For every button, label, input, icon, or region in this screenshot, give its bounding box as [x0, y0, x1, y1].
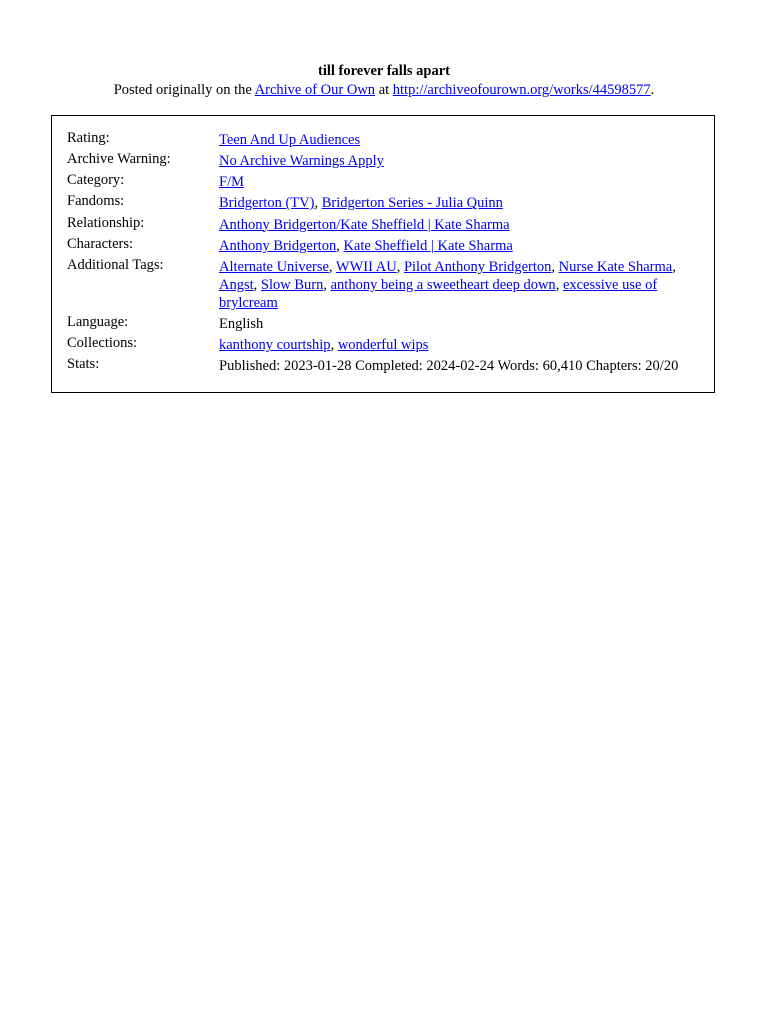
tag-link[interactable]: anthony being a sweetheart deep down: [330, 276, 556, 293]
tag-link[interactable]: Pilot Anthony Bridgerton: [403, 258, 552, 275]
meta-label-category: Category:: [67, 172, 125, 189]
meta-row-warning: [67, 152, 699, 170]
tag-link[interactable]: Alternate Universe: [219, 258, 329, 275]
meta-row-characters: [67, 237, 699, 255]
meta-row-relationship: [67, 216, 699, 234]
meta-value-language: English: [219, 316, 264, 333]
archive-link[interactable]: Archive of Our Own: [254, 82, 376, 99]
tag-link[interactable]: Teen And Up Audiences: [219, 132, 361, 148]
meta-value-characters: Anthony Bridgerton, Kate Sheffield | Kate Sharma: [219, 237, 513, 254]
meta-label-relationship: Relationship:: [67, 214, 145, 231]
meta-label-language: Language:: [67, 314, 129, 331]
meta-label-rating: Rating:: [67, 130, 110, 146]
meta-row-language: [67, 315, 699, 333]
meta-row-tags: [67, 258, 699, 312]
posted-line: [0, 81, 768, 99]
meta-value-relationship: [219, 216, 699, 234]
tag-link[interactable]: Bridgerton Series - Julia Quinn: [321, 195, 503, 212]
tag-link[interactable]: kanthony courtship: [219, 337, 331, 354]
meta-row-fandoms: [67, 194, 699, 212]
tag-link[interactable]: Slow Burn: [260, 276, 324, 293]
meta-label-collections: Collections:: [67, 335, 138, 352]
meta-value-warning: [219, 152, 699, 170]
tag-link[interactable]: No Archive Warnings Apply: [219, 153, 384, 170]
tag-link[interactable]: wonderful wips: [337, 337, 429, 354]
tag-link[interactable]: Angst: [219, 276, 254, 293]
posted-end: .: [650, 82, 655, 99]
meta-value-fandoms: Bridgerton (TV), Bridgerton Series - Julia Quinn: [219, 195, 503, 212]
meta-row-collections: [67, 336, 699, 354]
meta-value-category: [219, 173, 699, 191]
meta-value-collections: kanthony courtship, wonderful wips: [219, 337, 429, 354]
tag-link[interactable]: Bridgerton (TV): [219, 195, 315, 212]
tag-link[interactable]: Anthony Bridgerton: [219, 237, 337, 254]
tag-link[interactable]: Anthony Bridgerton/Kate Sheffield | Kate Sharma: [219, 216, 510, 233]
meta-label-stats: Stats:: [67, 356, 100, 373]
meta-label-fandoms: Fandoms:: [67, 193, 125, 210]
posted-at: at: [378, 82, 390, 99]
meta-value-tags: Alternate Universe, WWII AU, Pilot Anthony Bridgerton, Nurse Kate Sharma, Angst, Slow Burn, anthony being a sweetheart deep down, excessive use of brylcream: [219, 258, 676, 311]
meta-value-stats: Published: 2023-01-28 Completed: 2024-02-24 Words: 60,410 Chapters: 20/20: [219, 358, 679, 375]
tag-link[interactable]: Nurse Kate Sharma: [558, 258, 673, 275]
meta-label-warning: Archive Warning:: [67, 151, 171, 168]
meta-label-characters: Characters:: [67, 235, 134, 252]
tag-link[interactable]: Kate Sheffield | Kate Sharma: [343, 237, 513, 254]
meta-row-category: [67, 173, 699, 191]
work-header: [0, 62, 768, 99]
meta-value-rating: [219, 131, 699, 149]
work-metadata-box: [51, 115, 715, 393]
work-url-link[interactable]: http://archiveofourown.org/works/44598577: [392, 82, 651, 99]
work-title: till forever falls apart: [318, 63, 450, 79]
tag-link[interactable]: excessive use of brylcream: [219, 276, 658, 311]
posted-prefix: Posted originally on the: [113, 82, 252, 99]
tag-link[interactable]: F/M: [219, 174, 244, 191]
meta-row-stats: [67, 357, 699, 375]
meta-label-tags: Additional Tags:: [67, 256, 164, 273]
tag-link[interactable]: WWII AU: [335, 258, 397, 275]
meta-row-rating: [67, 131, 699, 149]
